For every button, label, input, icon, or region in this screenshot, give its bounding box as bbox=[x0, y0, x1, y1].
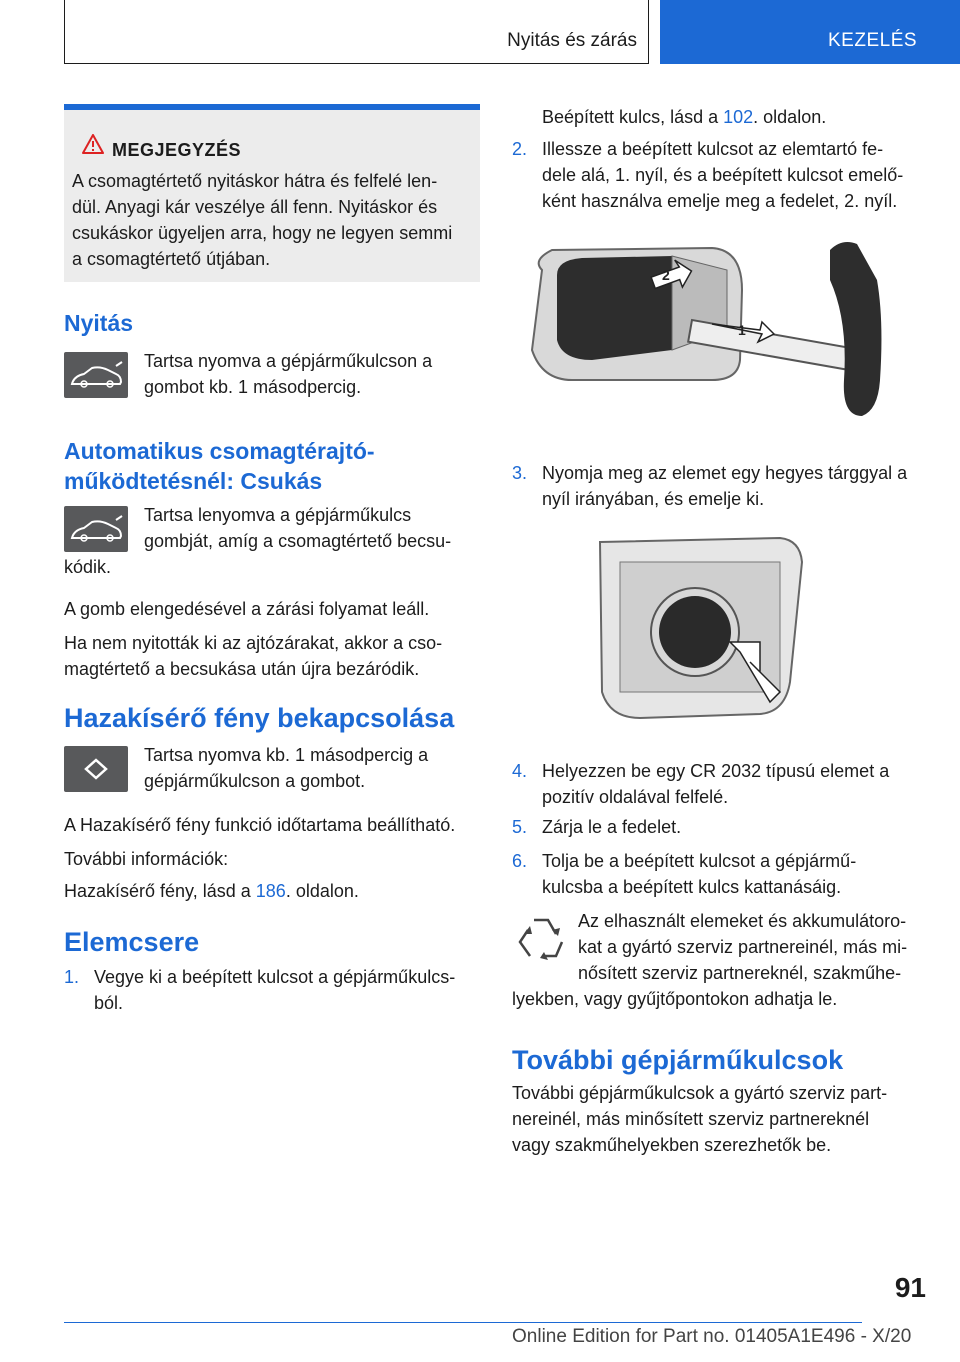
header-chapter-tab[interactable] bbox=[660, 0, 960, 64]
heading-hazakisero: Hazakísérő fény bekapcsolása bbox=[64, 703, 455, 733]
header-chapter-label: KEZELÉS bbox=[828, 30, 918, 51]
heading-nyitas: Nyitás bbox=[64, 310, 134, 336]
link-page-102[interactable]: 102 bbox=[723, 107, 754, 127]
footer-edition: Online Edition for Part no. 01405A1E496 - X/20 bbox=[512, 1326, 912, 1347]
list-item: 3. Nyomja meg az elemet egy hegyes tárggyal a nyíl irányában, és emelje ki. bbox=[512, 463, 908, 509]
hazakisero-p3: Hazakísérő fény, lásd a 186. oldalon. bbox=[64, 881, 359, 901]
figure-battery bbox=[580, 532, 820, 728]
recycle-icon bbox=[512, 912, 570, 970]
auto-text-3: Ha nem nyitották ki az ajtózárakat, akkor a cso- magtértető a becsukása után újra bezáródik. bbox=[64, 633, 443, 679]
footer-divider bbox=[64, 1322, 862, 1323]
tovabbi-text: További gépjárműkulcsok a gyártó szerviz part- nereinél, más minősített szerviz partnereknél vagy szakműhelyekben szerezhetők be. bbox=[512, 1083, 888, 1155]
recycle-text-cont: lyekben, vagy gyűjtőpontokon adhatja le. bbox=[512, 989, 838, 1009]
list-item: 5. Zárja le a fedelet. bbox=[512, 817, 682, 837]
list-item: 6. Tolja be a beépített kulcsot a gépjármű- kulcsba a beépített kulcs kattanásáig. bbox=[512, 851, 857, 897]
headlight-button-icon bbox=[64, 746, 128, 792]
hazakisero-p1: A Hazakísérő fény funkció időtartama beállítható. bbox=[64, 815, 456, 835]
note-text: A csomagtértető nyitáskor hátra és felfelé len- dül. Anyagi kár veszélye áll fenn. Nyitáskor és csukáskor ügyeljen arra, hogy ne legyen semmi a csomagtértető útjában. bbox=[72, 171, 453, 269]
warning-icon bbox=[82, 134, 104, 154]
recycle-text: Az elhasznált elemeket és akkumulátoro- kat a gyártó szerviz partnereinél, más mi- nősített szerviz partnereknél, szakműhe- bbox=[578, 911, 908, 983]
auto-text-1: Tartsa lenyomva a gépjárműkulcs gombját, amíg a csomagtértető becsu- bbox=[144, 505, 452, 551]
list-item: 2. Illessze a beépített kulcsot az elemtartó fe- dele alá, 1. nyíl, és a beépített kulcsot emelő- ként használva emelje meg a fedelet, 2. nyíl. bbox=[512, 139, 904, 211]
step1-continuation: Beépített kulcs, lásd a 102. oldalon. bbox=[542, 107, 827, 127]
link-page-186[interactable]: 186 bbox=[255, 881, 286, 901]
trunk-button-icon bbox=[64, 352, 128, 398]
nyitas-text: Tartsa nyomva a gépjárműkulcson a gombot kb. 1 másodpercig. bbox=[144, 351, 433, 397]
list-item: 1. Vegye ki a beépített kulcsot a gépjárműkulcs- ból. bbox=[64, 967, 456, 1013]
note-title: MEGJEGYZÉS bbox=[112, 140, 242, 160]
auto-text-2: A gomb elengedésével a zárási folyamat leáll. bbox=[64, 599, 430, 619]
heading-automatikus: Automatikus csomagtérajtó- működtetésnél: Csukás bbox=[64, 438, 375, 494]
list-item: 4. Helyezzen be egy CR 2032 típusú elemet a pozitív oldalával felfelé. bbox=[512, 761, 890, 807]
figure-label-1: 1 bbox=[738, 322, 746, 338]
header-section-title: Nyitás és zárás bbox=[507, 30, 637, 51]
auto-text-1-cont: kódik. bbox=[64, 557, 112, 577]
figure-label-2: 2 bbox=[662, 267, 670, 283]
hazakisero-p2: További információk: bbox=[64, 849, 229, 869]
heading-tovabbi: További gépjárműkulcsok bbox=[512, 1045, 844, 1075]
note-box bbox=[64, 104, 480, 282]
heading-elemcsere: Elemcsere bbox=[64, 927, 200, 957]
trunk-button-icon bbox=[64, 506, 128, 552]
figure-key-blade bbox=[512, 230, 932, 430]
hazakisero-text: Tartsa nyomva kb. 1 másodpercig a gépjárműkulcson a gombot. bbox=[144, 745, 429, 791]
page-number: 91 bbox=[894, 1272, 926, 1303]
